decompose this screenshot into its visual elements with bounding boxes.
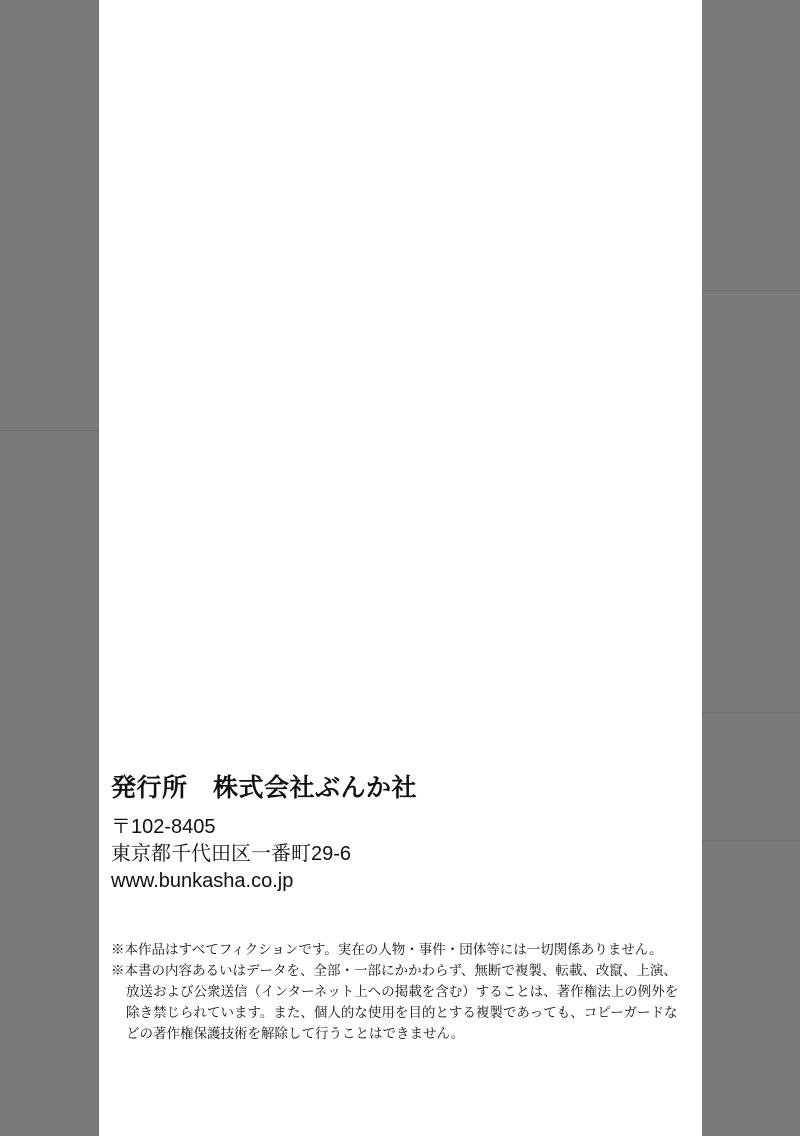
background-seam-horizontal-right-1 [702,290,800,291]
postal-code: 〒102-8405 [111,816,216,838]
notice-line-2: ※本書の内容あるいはデータを、全部・一部にかかわらず、無断で複製、転載、改竄、上演、 [111,962,677,978]
street-address: 東京都千代田区一番町29-6 [111,842,352,865]
notice-line-3: 放送および公衆送信（インターネット上への掲載を含む）することは、著作権法上の例外を [126,983,679,999]
publisher-name: 発行所 株式会社ぶんか社 [111,774,418,802]
background-seam-horizontal-right-2 [702,712,800,713]
legal-notice-block [111,940,699,1045]
page-canvas [99,0,702,1136]
background-seam-horizontal-right-3 [702,840,800,841]
notice-line-5: どの著作権保護技術を解除して行うことはできません。 [126,1025,465,1041]
background-seam-horizontal-left [0,430,98,431]
website-url: www.bunkasha.co.jp [111,869,294,892]
notice-line-4: 除き禁じられています。また、個人的な使用を目的とする複製であっても、コピーガードな [126,1004,678,1020]
notice-line-1: ※本作品はすべてフィクションです。実在の人物・事件・団体等には一切関係ありません。 [111,942,663,957]
publisher-address-block [111,814,691,894]
colophon-block [111,768,691,894]
